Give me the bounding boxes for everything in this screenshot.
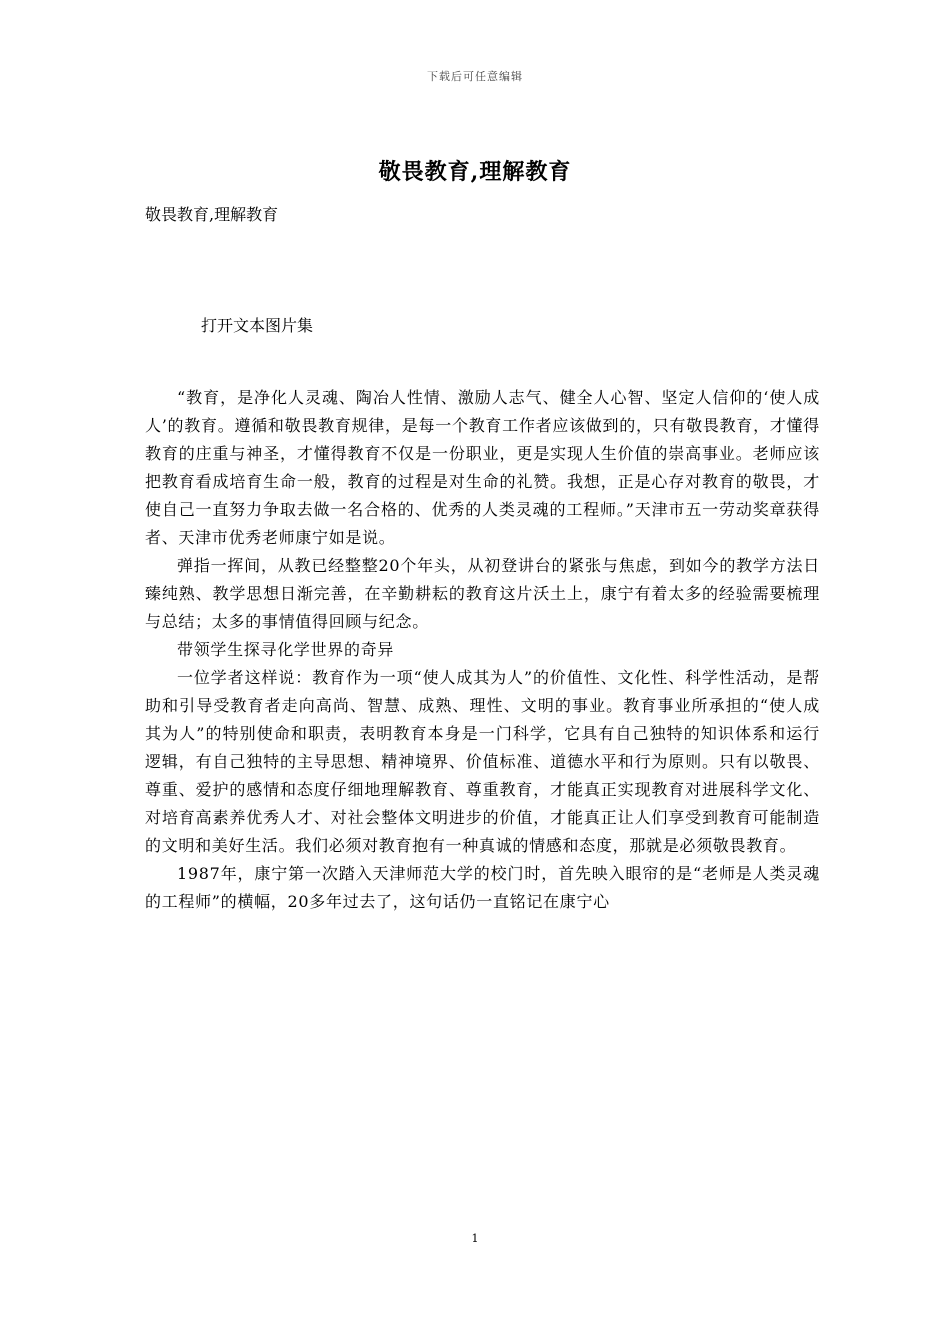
- paragraph-3: 一位学者这样说：教育作为一项“使人成其为人”的价值性、文化性、科学性活动，是帮助和引导受教育者走向高尚、智慧、成熟、理性、文明的事业。教育事业所承担的“使人成其为人”的特别使命和职责，表明教育本身是一门科学，它具有自己独特的知识体系和运行逻辑，有自己独特的主导思想、精神境界、价值标准、道德水平和行为原则。只有以敬畏、尊重、爱护的感情和态度仔细地理解教育、尊重教育，才能真正实现教育对进展科学文化、对培育高素养优秀人才、对社会整体文明进步的价值，才能真正让人们享受到教育可能制造的文明和美好生活。我们必须对教育抱有一种真诚的情感和态度，那就是必须敬畏教育。: [145, 668, 820, 855]
- document-title: 敬畏教育,理解教育: [378, 159, 572, 185]
- document-subtitle: 敬畏教育,理解教育: [145, 205, 279, 224]
- page-number: 1: [471, 1232, 479, 1245]
- header-note: 下载后可任意编辑: [427, 70, 523, 83]
- paragraph-1: “教育，是净化人灵魂、陶冶人性情、激励人志气、健全人心智、坚定人信仰的‘使人成人’的教育。遵循和敬畏教育规律，是每一个教育工作者应该做到的，只有敬畏教育，才懂得教育的庄重与神圣，才懂得教育不仅是一份职业，更是实现人生价值的崇高事业。老师应该把教育看成培育生命一般，教育的过程是对生命的礼赞。我想，正是心存对教育的敬畏，才使自己一直努力争取去做一名合格的、优秀的人类灵魂的工程师。”天津市五一劳动奖章获得者、天津市优秀老师康宁如是说。: [145, 388, 820, 547]
- article-body: [145, 384, 820, 916]
- section-heading: 带领学生探寻化学世界的奇异: [177, 640, 395, 659]
- paragraph-4: 1987年，康宁第一次踏入天津师范大学的校门时，首先映入眼帘的是“老师是人类灵魂的工程师”的横幅，20多年过去了，这句话仍一直铭记在康宁心: [145, 864, 820, 911]
- image-set-caption: 打开文本图片集: [201, 316, 314, 335]
- paragraph-2: 弹指一挥间，从教已经整整20个年头，从初登讲台的紧张与焦虑，到如今的教学方法日臻纯熟、教学思想日渐完善，在辛勤耕耘的教育这片沃土上，康宁有着太多的经验需要梳理与总结；太多的事情值得回顾与纪念。: [145, 556, 820, 631]
